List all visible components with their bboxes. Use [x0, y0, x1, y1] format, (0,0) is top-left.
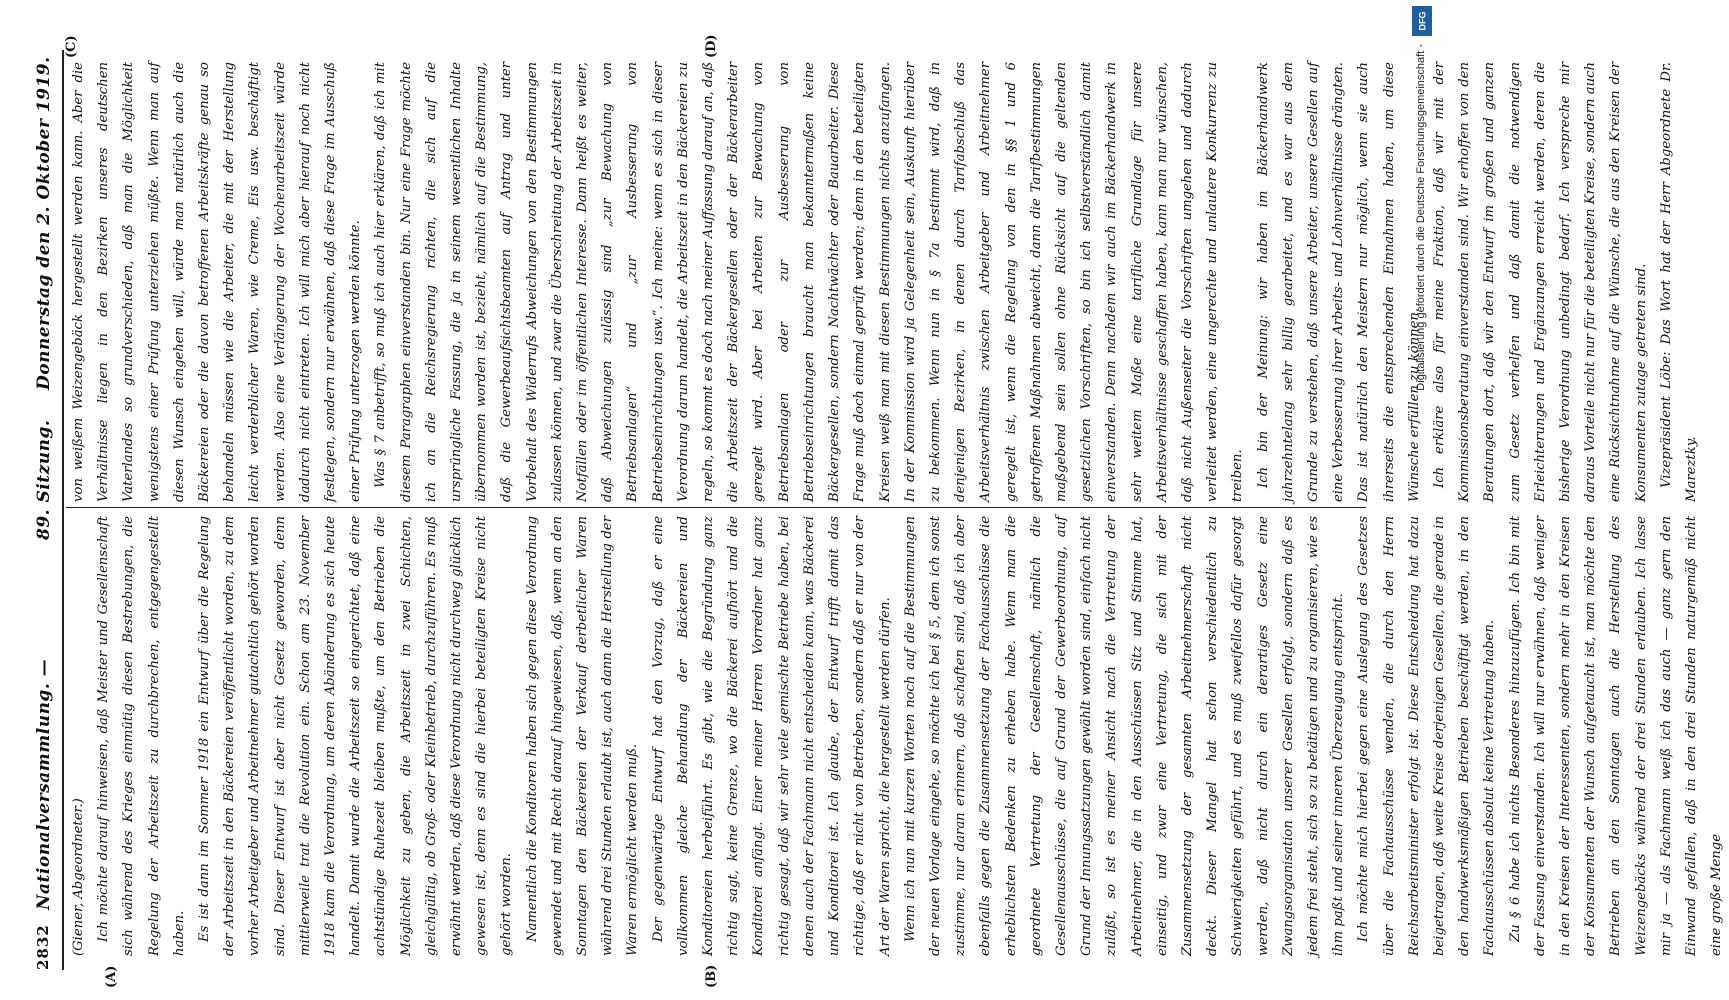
assembly-title: Nationalversammlung. — [34, 658, 54, 910]
attribution-text: Digitalisierung gefördert durch die Deutsche Forschungsgemeinschaft - [1415, 44, 1427, 391]
speaker-label: (Giener, Abgeordneter.) [71, 798, 86, 956]
paragraph: Ich bin der Meinung: wir haben im Bäckerhandwerk jahrzehntelang sehr billig gearbeitet, und es war aus dem Grunde zu verstehen, daß unsere Arbeiter, unsere Gesellen auf eine Verbesserung ihrer Arbeits- und Lohnverhältnisse drängten. Das ist natürlich den Meistern nur möglich, wenn sie auch ihrerseits die entsprechenden Einnahmen haben, um diese Wünsche erfüllen zu können. [1255, 62, 1422, 502]
session-title: 89. Sitzung. [34, 419, 54, 540]
digitization-attribution [1410, 8, 1432, 992]
paragraph: Ich möchte mich hierbei gegen eine Auslegung des Gesetzes über die Fachausschüsse wenden, die durch den Herrn Reichsarbeitsminister erfolgt ist. Diese Entscheidung hat dazu beigetragen, daß weite Kreise derjenigen Gesellen, die gerade in den handwerksmäßigen Betrieben beschäftigt werden, in den Fachausschüssen absolut keine Vertretung haben. [1356, 516, 1498, 956]
paragraph: von weißem Weizengebäck hergestellt werden kann. Aber die Verhältnisse liegen in den Bezirken unseres deutschen Vaterlandes so grundverschieden, daß man die Möglichkeit wenigstens einer Prüfung unterziehen müßte. Wenn man auf diesen Wunsch eingehen will, würde man natürlich auch die Bäckereien oder die davon betroffenen Arbeitskräfte genau so behandeln müssen wie die Arbeiter, die mit der Herstellung leicht verderblicher Waren, wie Creme, Eis usw. beschäftigt werden. Also eine Verlängerung der Wochenarbeitszeit würde dadurch nicht eintreten. Ich will mich aber hierauf noch nicht festlegen, sondern nur erwähnen, daß diese Frage im Ausschuß einer Prüfung unterzogen werden könnte. [71, 62, 364, 502]
paragraph: Der gegenwärtige Entwurf hat den Vorzug, daß er eine vollkommen gleiche Behandlung der Bäckereien und Konditoreien herbeiführt. Es gibt, wie die Begründung ganz richtig sagt, keine Grenze, wo die Bäckerei aufhört und die Konditorei anfängt. Einer meiner Herren Vorredner hat ganz richtig gesagt, daß wir sehr viele gemischte Betriebe haben, bei denen auch der Fachmann nicht entscheiden kann, was Bäckerei und Konditorei ist. Ich glaube, der Entwurf trifft damit das richtige, daß er nicht von Betrieben, sondern daß er nur von der Art der Waren spricht, die hergestellt werden dürfen. [650, 516, 893, 956]
paragraph: Ich erkläre also für meine Fraktion, daß wir mit der Kommissionsberatung einverstanden sind. Wir erhoffen von den Beratungen dort, daß wir den Entwurf im großen und ganzen zum Gesetz verhelfen und daß damit die notwendigen Erleichterungen und Ergänzungen erreicht werden, deren die bisherige Verordnung unbedingt bedarf. Ich verspreche mir daraus Vorteile nicht nur für die beteiligten Kreise, sondern auch eine Rücksichtnahme auf die Wünsche, die aus den Kreisen der Konsumenten zutage getreten sind. [1431, 62, 1649, 502]
margin-marker-d: (D) [704, 34, 719, 58]
session-date: Donnerstag den 2. Oktober 1919. [34, 56, 54, 390]
margin-marker-b: (B) [704, 964, 719, 988]
column-divider [66, 507, 1366, 508]
left-column [66, 516, 1725, 956]
page-header [22, 50, 64, 970]
paragraph: Ich möchte darauf hinweisen, daß Meister und Gesellenschaft sich während des Krieges einmütig diesen Bestrebungen, die Regelung der Arbeitszeit zu durchbrechen, entgegengestellt haben. [96, 516, 187, 956]
paragraph: Es ist dann im Sommer 1918 ein Entwurf über die Regelung der Arbeitszeit in den Bäckereien veröffentlicht worden, zu dem vorher Arbeitgeber und Arbeitnehmer gutachtlich gehört worden sind. Dieser Entwurf ist aber nicht Gesetz geworden, denn mittlerweile trat die Revolution ein. Schon am 23. November 1918 kam die Verordnung, um deren Abänderung es sich heute handelt. Damit wurde die Arbeitszeit so eingerichtet, daß eine achtstündige Ruhezeit bleiben mußte, um den Betrieben die Möglichkeit zu geben, die Arbeitszeit in zwei Schichten, gleichgültig, ob Groß- oder Kleinbetrieb, durchzuführen. Es muß erwähnt werden, daß diese Verordnung nicht durchweg glücklich gewesen ist, denn es sind die hierbei beteiligten Kreise nicht gehört worden. [197, 516, 515, 956]
paragraph: Was § 7 anbetrifft, so muß ich auch hier erklären, daß ich mit diesem Paragraphen einverstanden bin. Nur eine Frage möchte ich an die Reichsregierung richten, die sich auf die ursprüngliche Fassung, die ja in seinem wesentlichen Inhalte übernommen worden ist, bezieht, nämlich auf die Bestimmung, daß die Gewerbeaufsichtsbeamten auf Antrag und unter Vorbehalt des Widerrufs Abweichungen von den Bestimmungen zulassen können, und zwar die Überschreitung der Arbeitszeit in Notfällen oder im öffentlichen Interesse. Dann heißt es weiter, daß Abweichungen zulässig sind „zur Bewachung von Betriebsanlagen“ und „zur Ausbesserung von Betriebseinrichtungen usw.“. Ich meine: wenn es sich in dieser Verordnung darum handelt, die Arbeitszeit in den Bäckereien zu regeln, so kommt es doch nach meiner Auffassung darauf an, daß die Arbeitszeit der Bäckergesellen oder der Bäckerarbeiter geregelt wird. Aber bei Arbeiten zur Bewachung von Betriebsanlagen oder zur Ausbesserung von Betriebseinrichtungen braucht man bekanntermaßen keine Bäckergesellen, sondern Nachtwächter oder Bauarbeiter. Diese Frage muß doch einmal geprüft werden; denn in den beteiligten Kreisen weiß man mit diesen Bestimmungen nichts anzufangen. In der Kommission wird ja Gelegenheit sein, Auskunft hierüber zu bekommen. Wenn nun in § 7a bestimmt wird, daß in denjenigen Bezirken, in denen durch Tarifabschluß das Arbeitsverhältnis zwischen Arbeitgeber und Arbeitnehmer geregelt ist, wenn die Regelung von den in §§ 1 und 6 getroffenen Maßnahmen abweicht, dann die Tarifbestimmungen maßgebend sein sollen ohne Rücksicht auf die geltenden gesetzlichen Vorschriften, so bin ich selbstverständlich damit einverstanden. Denn nachdem wir auch im Bäckerhandwerk in sehr weitem Maße eine tarifliche Grundlage für unsere Arbeitsverhältnisse geschaffen haben, kann man nur wünschen, daß nicht Außenseiter die Vorschriften umgehen und dadurch verleitet werden, eine ungerechte und unlautere Konkurrenz zu treiben. [373, 61, 1246, 502]
page-number: 2832 [34, 924, 52, 970]
speaker-paragraph: Vizepräsident Löbe: Das Wort hat der Herr Abgeordnete Dr. Mareztky. [1658, 62, 1699, 502]
dfg-logo-text: DFG [1417, 11, 1427, 31]
margin-marker-c: (C) [64, 35, 79, 58]
paragraph: Zu § 6 habe ich nichts Besonderes hinzuzufügen. Ich bin mit der Fassung einverstanden. Ich will nur erwähnen, daß weniger in den Kreisen der Interessenten, sondern mehr in den Kreisen der Konsumenten der Wunsch aufgetaucht ist, man möchte den Betrieben an den Sonntagen auch die Herstellung des Weizengebäcks während der drei Stunden erlauben. Ich lasse mir ja — als Fachmann weiß ich das auch — ganz gern den Einwand gefallen, daß in den drei Stunden naturgemäß nicht eine große Menge [1507, 516, 1725, 956]
paragraph: Namentlich die Konditoren haben sich gegen diese Verordnung gewendet und mit Recht darauf hingewiesen, daß, wenn an den Sonntagen den Bäckereien der Verkauf derbetlicher Waren während drei Stunden erlaubt ist, auch dann die Herstellung der Waren ermöglicht werden muß. [524, 516, 641, 956]
paragraph: Wenn ich nun mit kurzen Worten noch auf die Bestimmungen der neuen Vorlage eingehe, so möchte ich bei § 5, dem ich sonst zustimme, nur daran erinnern, daß schaften sind, daß ich aber ebenfalls gegen die Zusammensetzung der Fachausschüsse die erheblichsten Bedenken zu erheben habe. Wenn man die geordnete Vertretung der Gesellenschaft, nämlich die Gesellenausschüsse, die auf Grund der Gewerbeordnung, auf Grund der Innungssatzungen gewählt worden sind, einfach nicht zuläßt, so ist es meiner Ansicht nach die Vertretung der Arbeitnehmer, die in den Ausschüssen Sitz und Stimme hat, einseitig, und zwar eine Vertretung, die sich mit der Zusammensetzung der gesamten Arbeitnehmerschaft nicht deckt. Dieser Mangel hat schon verschiedentlich zu Schwierigkeiten geführt, und es muß zweifellos dafür gesorgt werden, daß nicht durch ein derartiges Gesetz eine Zwangsorganisation unserer Gesellen erfolgt, sondern daß es jedem frei steht, sich so zu betätigen und zu organisieren, wie es ihm paßt und seiner inneren Überzeugung entspricht. [902, 516, 1347, 956]
margin-marker-a: (A) [104, 965, 119, 988]
